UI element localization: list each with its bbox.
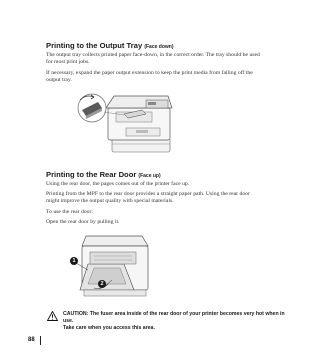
heading-text: Printing to the Output Tray (46, 41, 143, 50)
caution-icon (47, 311, 58, 321)
paragraph-rear-door-2 (46, 191, 292, 206)
heading-subtitle: (Face down) (144, 44, 174, 50)
paragraph-output-tray-1 (46, 52, 292, 67)
paragraph-rear-door-3 (46, 209, 292, 216)
section-heading-output-tray (46, 41, 173, 50)
text-line: Open the rear door by pulling it. (46, 219, 120, 225)
paragraph-rear-door-4 (46, 219, 292, 226)
section-heading-rear-door (46, 170, 161, 179)
heading-text: Printing to the Rear Door (46, 170, 137, 179)
caution-note (63, 311, 293, 332)
text-line: Printing from the MPF to the rear door provides a straight paper path. Using the rear door (46, 191, 250, 197)
text-line: If necessary, expand the paper output extension to keep the print media from falling off the (46, 70, 253, 76)
text-line: Using the rear door, the pages comes out of the printer face up. (46, 181, 190, 187)
caution-line: Take care when you access this area. (63, 325, 155, 331)
text-line: To use the rear door: (46, 209, 93, 215)
printer-front-illustration (72, 88, 182, 156)
callout-1: 1 (70, 257, 78, 265)
paragraph-output-tray-2 (46, 70, 292, 85)
callout-2: 2 (98, 280, 106, 288)
text-line: output tray. (46, 77, 72, 84)
printer-rear-door-illustration (64, 230, 164, 300)
text-line: might improve the output quality with special materials. (46, 198, 174, 205)
text-line: The output tray collects printed paper face-down, in the correct order. The tray should be used (46, 52, 260, 58)
caution-line: CAUTION: The fuser area inside of the rear door of your printer becomes very hot when in use. (63, 311, 285, 324)
text-line: for most print jobs. (46, 59, 90, 66)
heading-subtitle: (Face up) (138, 173, 161, 179)
paragraph-rear-door-1 (46, 181, 292, 188)
page-number: 88 (28, 337, 35, 343)
page-number-divider (40, 336, 41, 345)
